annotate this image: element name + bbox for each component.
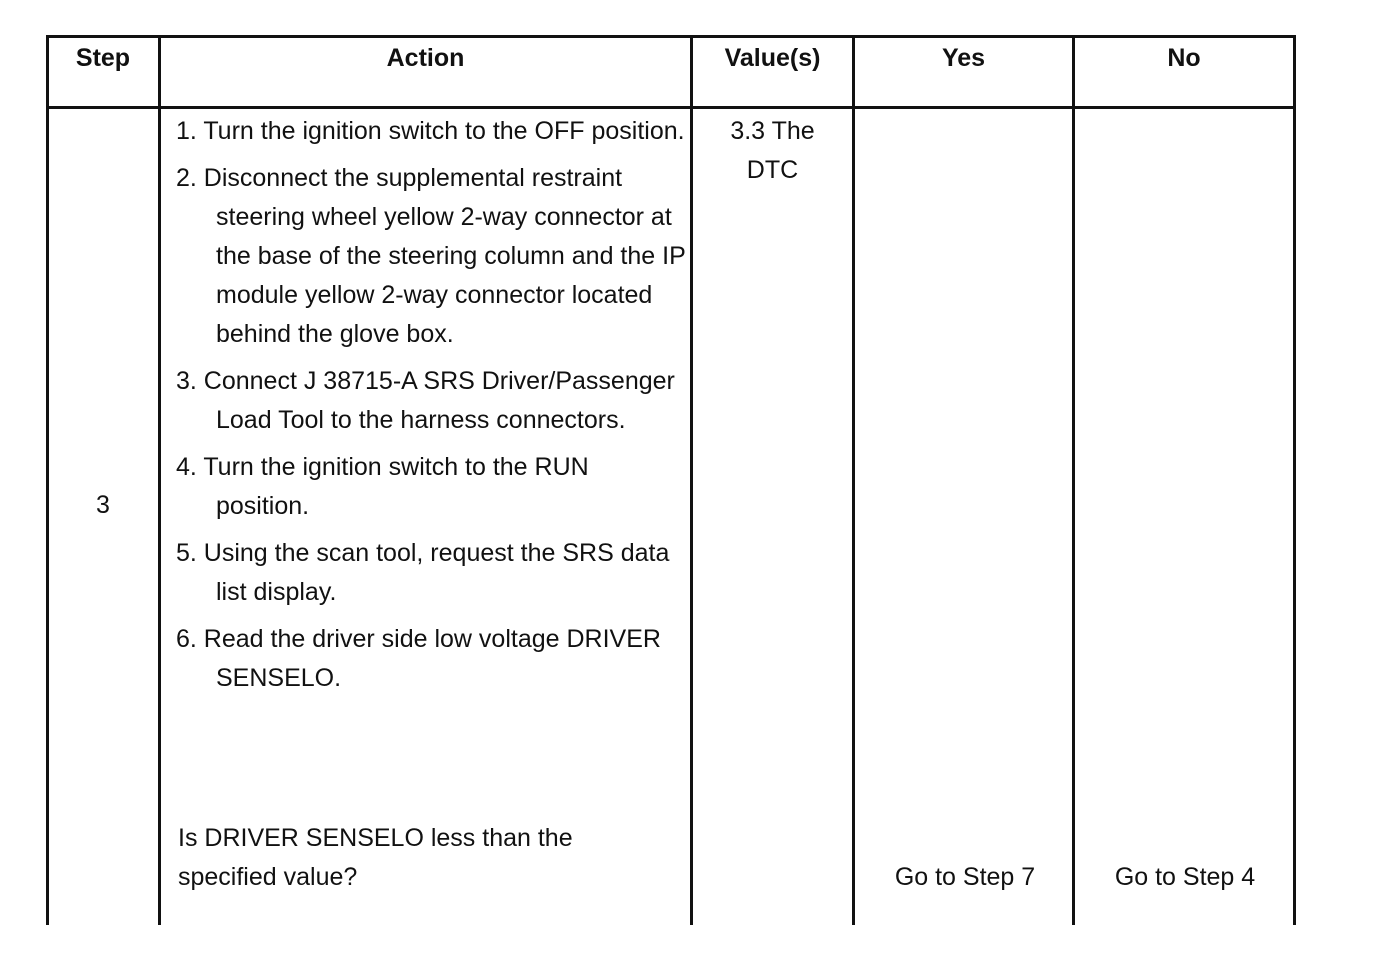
action-question: Is DRIVER SENSELO less than the specified value?	[178, 824, 573, 891]
col-divider-yes-no	[1072, 35, 1075, 925]
header-bottom-border	[46, 106, 1296, 109]
header-no: No	[1167, 44, 1201, 72]
header-yes: Yes	[941, 44, 986, 72]
action-steps-list	[176, 112, 686, 706]
step-number: 3	[96, 491, 110, 519]
table-right-border	[1293, 35, 1296, 925]
value-line-2: DTC	[746, 156, 799, 184]
header-step: Step	[75, 44, 131, 72]
no-result: Go to Step 4	[1114, 863, 1256, 891]
action-step-4: 4. Turn the ignition switch to the RUN position.	[176, 453, 589, 520]
table-top-border	[46, 35, 1296, 38]
col-divider-values-yes	[852, 35, 855, 925]
table-left-border	[46, 35, 49, 925]
header-action: Action	[386, 44, 465, 72]
action-step-3: 3. Connect J 38715-A SRS Driver/Passenger Load Tool to the harness connectors.	[176, 367, 675, 434]
action-step-6: 6. Read the driver side low voltage DRIVER SENSELO.	[176, 625, 661, 692]
action-step-2: 2. Disconnect the supplemental restraint steering wheel yellow 2-way connector at the base of the steering column and the IP module yellow 2-way connector located behind the glove box.	[176, 164, 686, 348]
col-divider-step-action	[158, 35, 161, 925]
header-values: Value(s)	[724, 44, 821, 72]
value-line-1: 3.3 The	[730, 117, 815, 145]
action-step-5: 5. Using the scan tool, request the SRS data list display.	[176, 539, 670, 606]
yes-result: Go to Step 7	[894, 863, 1036, 891]
action-step-1: 1. Turn the ignition switch to the OFF position.	[176, 117, 685, 145]
